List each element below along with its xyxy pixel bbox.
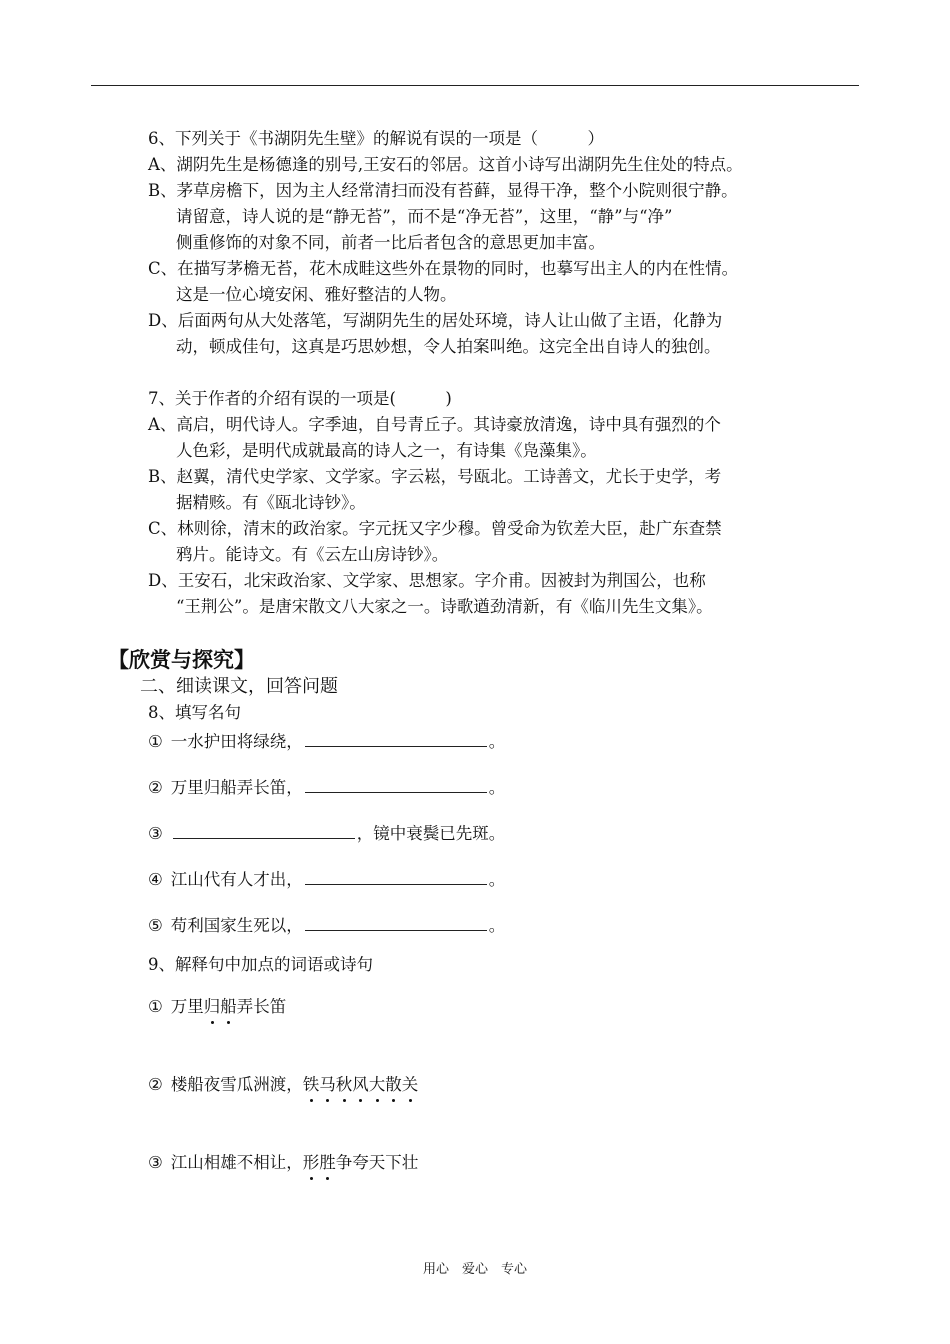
- option-line: 鸦片。能诗文。有《云左山房诗钞》。: [176, 545, 449, 564]
- q6-option: [148, 256, 848, 308]
- dotted-char: 胜: [319, 1153, 336, 1172]
- option-line: D、王安石，北宋政治家、文学家、思想家。字介甫。因被封为荆国公，也称: [148, 571, 706, 590]
- item-text-before: 一水护田将绿绕，: [170, 732, 303, 751]
- question-7-stem: 7、关于作者的介绍有误的一项是( ): [148, 389, 452, 408]
- answer-blank[interactable]: [173, 820, 355, 839]
- fill-item: [148, 866, 505, 893]
- explain-item: [148, 1150, 418, 1176]
- option-line: 侧重修饰的对象不同，前者一比后者包含的意思更加丰富。: [176, 233, 605, 252]
- answer-blank[interactable]: [305, 866, 487, 885]
- header-rule: [91, 85, 859, 86]
- answer-blank[interactable]: [305, 728, 487, 747]
- answer-blank[interactable]: [305, 774, 487, 793]
- answer-blank[interactable]: [305, 912, 487, 931]
- q7-option: [148, 516, 848, 568]
- q7-option: [148, 412, 848, 464]
- item-text-before: 江山代有人才出，: [170, 870, 303, 889]
- q6-option: [148, 178, 848, 256]
- item-number: ④: [148, 870, 163, 889]
- item-text-before: 万里归船弄长笛，: [170, 778, 303, 797]
- dotted-char: 大: [368, 1075, 386, 1094]
- item-number: ①: [148, 997, 163, 1016]
- question-6-options: [148, 152, 848, 360]
- option-line: B、茅草房檐下，因为主人经常清扫而没有苔藓，显得干净，整个小院则很宁静。: [148, 181, 738, 200]
- option-line: 请留意，诗人说的是“静无苔”，而不是“净无苔”，这里，“静”与“净”: [176, 207, 673, 226]
- option-line: 动，顿成佳句，这真是巧思妙想，令人拍案叫绝。这完全出自诗人的独创。: [176, 337, 721, 356]
- dotted-char: 铁: [302, 1075, 320, 1094]
- dotted-char: 马: [319, 1075, 336, 1094]
- question-6-stem: 6、下列关于《书湖阴先生壁》的解说有误的一项是（ ）: [148, 129, 604, 148]
- option-line: A、湖阴先生是杨德逢的别号,王安石的邻居。这首小诗写出湖阴先生住处的特点。: [148, 155, 743, 174]
- dotted-char: 关: [401, 1075, 419, 1094]
- item-text-after: 。: [488, 778, 506, 797]
- question-7-options: [148, 412, 848, 620]
- option-line: 人色彩，是明代成就最高的诗人之一，有诗集《凫藻集》。: [176, 441, 597, 460]
- dotted-phrase: [204, 997, 237, 1016]
- dotted-phrase: [303, 1075, 419, 1094]
- q7-option: [148, 464, 848, 516]
- option-line: A、高启，明代诗人。字季迪，自号青丘子。其诗豪放清逸，诗中具有强烈的个: [148, 415, 721, 434]
- dotted-char: 形: [302, 1153, 320, 1172]
- q6-option: [148, 308, 848, 360]
- option-line: B、赵翼，清代史学家、文学家。字云崧，号瓯北。工诗善文，尤长于史学，考: [148, 467, 722, 486]
- question-9-stem: 9、解释句中加点的词语或诗句: [148, 955, 373, 974]
- item-text-pre: 楼船夜雪瓜洲渡，: [170, 1075, 303, 1094]
- dotted-char: 风: [352, 1075, 369, 1094]
- fill-item: [148, 820, 505, 847]
- item-number: ②: [148, 778, 163, 797]
- dotted-phrase: [303, 1153, 336, 1172]
- item-text-after: 。: [488, 870, 506, 889]
- option-line: D、后面两句从大处落笔，写湖阴先生的居处环境，诗人让山做了主语，化静为: [148, 311, 723, 330]
- item-text-after: 。: [488, 732, 506, 751]
- fill-item: [148, 912, 505, 939]
- section-title: 【欣赏与探究】: [108, 648, 255, 672]
- option-line: C、在描写茅檐无苔，花木成畦这些外在景物的同时，也摹写出主人的内在性情。: [148, 259, 739, 278]
- dotted-char: 秋: [335, 1075, 353, 1094]
- fill-item: [148, 728, 505, 755]
- item-number: ②: [148, 1075, 163, 1094]
- fill-item: [148, 774, 505, 801]
- question-6: [148, 126, 848, 360]
- q7-option: [148, 568, 848, 620]
- item-text-pre: 江山相雄不相让，: [170, 1153, 303, 1172]
- dotted-char: 船: [220, 997, 237, 1016]
- dotted-char: 归: [203, 997, 221, 1016]
- question-8-stem: 8、填写名句: [148, 703, 241, 722]
- item-number: ③: [148, 824, 163, 843]
- subsection-title: 二、细读课文，回答问题: [140, 676, 338, 697]
- question-7: [148, 386, 848, 620]
- q6-option: [148, 152, 848, 178]
- item-text-after: ，镜中衰鬓已先斑。: [356, 824, 506, 843]
- dotted-char: 散: [385, 1075, 402, 1094]
- item-number: ③: [148, 1153, 163, 1172]
- option-line: C、林则徐，清末的政治家。字元抚又字少穆。曾受命为钦差大臣，赴广东查禁: [148, 519, 722, 538]
- item-text-post: 弄长笛: [236, 997, 287, 1016]
- item-text-before: 苟利国家生死以，: [170, 916, 303, 935]
- page-footer: 用心 爱心 专心: [422, 1262, 527, 1277]
- option-line: 据精赅。有《瓯北诗钞》。: [176, 493, 366, 512]
- explain-item: [148, 994, 286, 1020]
- item-number: ⑤: [148, 916, 163, 935]
- option-line: 这是一位心境安闲、雅好整洁的人物。: [176, 285, 457, 304]
- item-text-after: 。: [488, 916, 506, 935]
- item-text-pre: 万里: [170, 997, 204, 1016]
- option-line: “王荆公”。是唐宋散文八大家之一。诗歌遒劲清新，有《临川先生文集》。: [176, 597, 713, 616]
- explain-item: [148, 1072, 418, 1098]
- item-number: ①: [148, 732, 163, 751]
- item-text-post: 争夸天下壮: [335, 1153, 419, 1172]
